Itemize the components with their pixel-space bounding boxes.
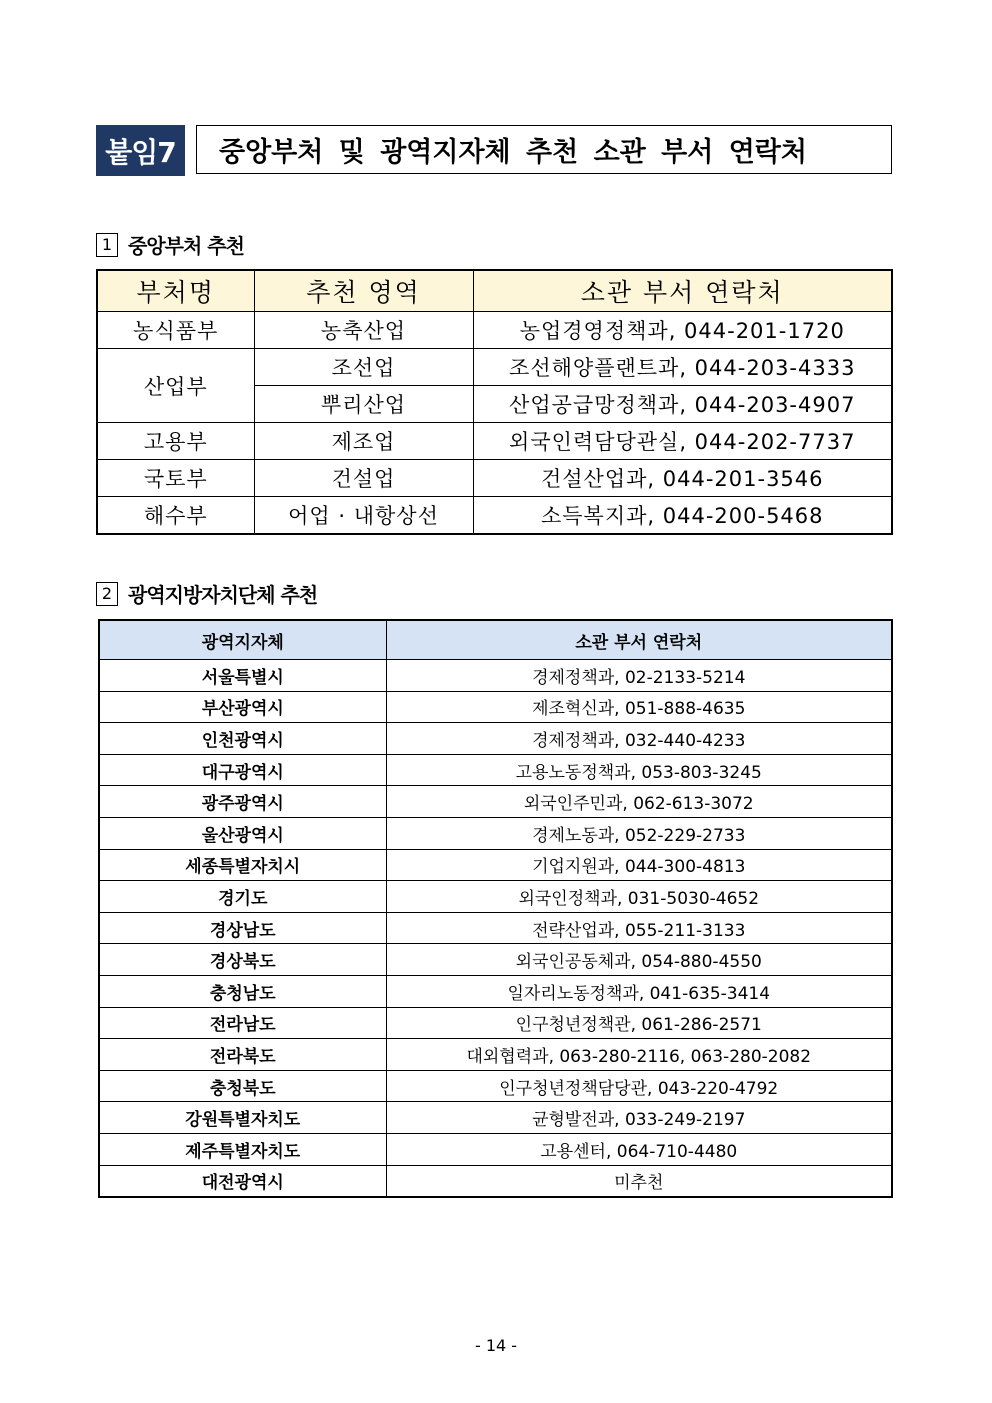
section2-number: 2 — [96, 582, 118, 606]
table-row — [99, 691, 892, 723]
region-cell: 경상남도 — [99, 912, 386, 944]
ministry-cell: 해수부 — [97, 497, 254, 535]
contact-cell: 산업공급망정책과, 044-203-4907 — [473, 386, 892, 423]
contact-cell: 인구청년정책관, 061-286-2571 — [386, 1007, 892, 1039]
region-cell: 충청남도 — [99, 975, 386, 1007]
contact-cell: 경제정책과, 02-2133-5214 — [386, 660, 892, 692]
contact-cell: 인구청년정책담당관, 043-220-4792 — [386, 1070, 892, 1102]
section2-heading — [96, 579, 317, 608]
contact-cell: 균형발전과, 033-249-2197 — [386, 1102, 892, 1134]
table-row — [99, 754, 892, 786]
region-cell: 서울특별시 — [99, 660, 386, 692]
region-cell: 경기도 — [99, 881, 386, 913]
region-cell: 경상북도 — [99, 944, 386, 976]
contact-cell: 건설산업과, 044-201-3546 — [473, 460, 892, 497]
contact-cell: 제조혁신과, 051-888-4635 — [386, 691, 892, 723]
ministry-table — [96, 269, 893, 535]
area-cell: 어업 · 내항상선 — [254, 497, 473, 535]
contact-cell: 농업경영정책과, 044-201-1720 — [473, 312, 892, 349]
region-cell: 인천광역시 — [99, 723, 386, 755]
section1-heading — [96, 230, 244, 259]
section1-number: 1 — [96, 233, 118, 257]
area-cell: 건설업 — [254, 460, 473, 497]
column-header: 소관 부서 연락처 — [386, 620, 892, 660]
contact-cell: 일자리노동정책과, 041-635-3414 — [386, 975, 892, 1007]
table-row — [99, 912, 892, 944]
table-row — [99, 849, 892, 881]
table-row — [97, 312, 892, 349]
table-header-row — [97, 270, 892, 312]
region-cell: 강원특별자치도 — [99, 1102, 386, 1134]
column-header: 소관 부서 연락처 — [473, 270, 892, 312]
region-cell: 광주광역시 — [99, 786, 386, 818]
contact-cell: 고용센터, 064-710-4480 — [386, 1133, 892, 1165]
attachment-badge: 붙임7 — [96, 125, 185, 176]
contact-cell: 외국인정책과, 031-5030-4652 — [386, 881, 892, 913]
table-row — [99, 786, 892, 818]
table-row — [99, 975, 892, 1007]
region-cell: 전라북도 — [99, 1039, 386, 1071]
table-row — [99, 660, 892, 692]
contact-cell: 외국인주민과, 062-613-3072 — [386, 786, 892, 818]
region-cell: 세종특별자치시 — [99, 849, 386, 881]
contact-cell: 대외협력과, 063-280-2116, 063-280-2082 — [386, 1039, 892, 1071]
table-row — [99, 1165, 892, 1197]
table-row — [99, 723, 892, 755]
area-cell: 뿌리산업 — [254, 386, 473, 423]
region-cell: 대구광역시 — [99, 754, 386, 786]
table-row — [99, 1102, 892, 1134]
contact-cell: 조선해양플랜트과, 044-203-4333 — [473, 349, 892, 386]
area-cell: 조선업 — [254, 349, 473, 386]
area-cell: 농축산업 — [254, 312, 473, 349]
region-cell: 대전광역시 — [99, 1165, 386, 1197]
contact-cell: 경제노동과, 052-229-2733 — [386, 817, 892, 849]
region-cell: 전라남도 — [99, 1007, 386, 1039]
contact-cell: 외국인공동체과, 054-880-4550 — [386, 944, 892, 976]
contact-cell: 고용노동정책과, 053-803-3245 — [386, 754, 892, 786]
region-cell: 울산광역시 — [99, 817, 386, 849]
page-number: - 14 - — [474, 1336, 518, 1355]
table-row — [97, 349, 892, 386]
contact-cell: 미추천 — [386, 1165, 892, 1197]
table-row — [99, 1039, 892, 1071]
ministry-cell: 고용부 — [97, 423, 254, 460]
contact-cell: 소득복지과, 044-200-5468 — [473, 497, 892, 535]
contact-cell: 경제정책과, 032-440-4233 — [386, 723, 892, 755]
page-title: 중앙부처 및 광역지자체 추천 소관 부서 연락처 — [196, 125, 892, 174]
table-row — [99, 1070, 892, 1102]
ministry-cell: 산업부 — [97, 349, 254, 423]
table-row — [99, 1133, 892, 1165]
area-cell: 제조업 — [254, 423, 473, 460]
column-header: 부처명 — [97, 270, 254, 312]
region-cell: 제주특별자치도 — [99, 1133, 386, 1165]
table-row — [97, 460, 892, 497]
table-row — [99, 881, 892, 913]
table-row — [99, 1007, 892, 1039]
section1-title: 중앙부처 추천 — [128, 234, 244, 258]
contact-cell: 전략산업과, 055-211-3133 — [386, 912, 892, 944]
page-header — [96, 125, 894, 176]
contact-cell: 외국인력담당관실, 044-202-7737 — [473, 423, 892, 460]
table-row — [97, 423, 892, 460]
table-row — [97, 497, 892, 535]
ministry-cell: 국토부 — [97, 460, 254, 497]
section2-title: 광역지방자치단체 추천 — [128, 583, 318, 607]
region-cell: 부산광역시 — [99, 691, 386, 723]
table-row — [99, 944, 892, 976]
region-cell: 충청북도 — [99, 1070, 386, 1102]
table-header-row — [99, 620, 892, 660]
ministry-cell: 농식품부 — [97, 312, 254, 349]
contact-cell: 기업지원과, 044-300-4813 — [386, 849, 892, 881]
column-header: 광역지자체 — [99, 620, 386, 660]
column-header: 추천 영역 — [254, 270, 473, 312]
table-row — [99, 817, 892, 849]
region-table — [98, 619, 893, 1198]
